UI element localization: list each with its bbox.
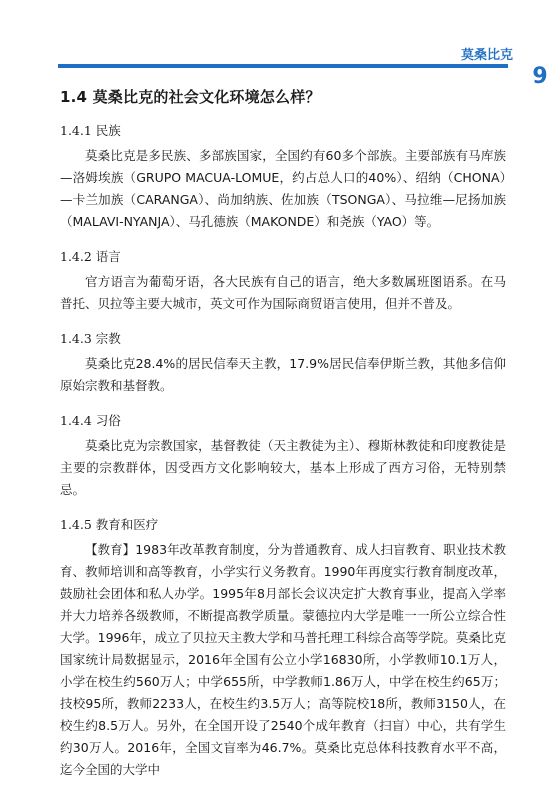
subsection-title-religion: 1.4.3 宗教 <box>60 331 121 346</box>
subsection-title-ethnicity: 1.4.1 民族 <box>60 123 121 138</box>
header-rule <box>58 64 508 68</box>
section-title: 1.4 莫桑比克的社会文化环境怎么样？ <box>60 88 321 106</box>
page-header <box>0 0 559 89</box>
subsection-title-language: 1.4.2 语言 <box>60 249 121 264</box>
paragraph-language: 官方语言为葡萄牙语，各大民族有自己的语言，绝大多数属班图语系。在马普托、贝拉等主要大城市，英文可作为国际商贸语言使用，但并不普及。 <box>60 274 506 311</box>
paragraph-customs: 莫桑比克为宗教国家，基督教徒（天主教徒为主）、穆斯林教徒和印度教徒是主要的宗教群体，因受西方文化影响较大，基本上形成了西方习俗，无特别禁忌。 <box>60 438 506 497</box>
paragraph-religion: 莫桑比克28.4%的居民信奉天主教，17.9%居民信奉伊斯兰教，其他多信仰原始宗教和基督教。 <box>60 356 506 393</box>
page-number: 9 <box>521 56 559 96</box>
running-header: 莫桑比克 <box>460 48 513 63</box>
paragraph-ethnicity: 莫桑比克是多民族、多部族国家，全国约有60多个部族。主要部族有马库族—洛姆埃族（GRUPO MACUA-LOMUE，约占总人口的40%）、绍纳（CHONA）—卡兰加族（CARANGA）、尚加纳族、佐加族（TSONGA）、马拉维—尼扬加族（MALAVI-NYANJA）、马孔德族（MAKONDE）和尧族（YAO）等。 <box>60 148 506 229</box>
paragraph-education: 【教育】1983年改革教育制度，分为普通教育、成人扫盲教育、职业技术教育、教师培训和高等教育，小学实行义务教育。1990年再度实行教育制度改革，鼓励社会团体和私人办学。1995年8月部长会议决定扩大教育事业，提高入学率并大力培养各级教师，不断提高教学质量。蒙德拉内大学是唯一一所公立综合性大学。1996年，成立了贝拉天主教大学和马普托理工科综合高等学院。莫桑比克国家统计局数据显示，2016年全国有公立小学16830所，小学教师10.1万人，小学在校生约560万人；中学655所，中学教师1.86万人，中学在校生约65万；技校95所，教师2233人，在校生约3.5万人；高等院校18所，教师3150人，在校生约8.5万人。另外，在全国开设了2540个成年教育（扫盲）中心，共有学生约30万人。2016年，全国文盲率为46.7%。莫桑比克总体科技教育水平不高，迄今全国的大学中 <box>60 542 506 777</box>
subsection-title-customs: 1.4.4 习俗 <box>60 413 121 428</box>
page-content <box>60 80 506 781</box>
subsection-title-education: 1.4.5 教育和医疗 <box>60 517 159 532</box>
